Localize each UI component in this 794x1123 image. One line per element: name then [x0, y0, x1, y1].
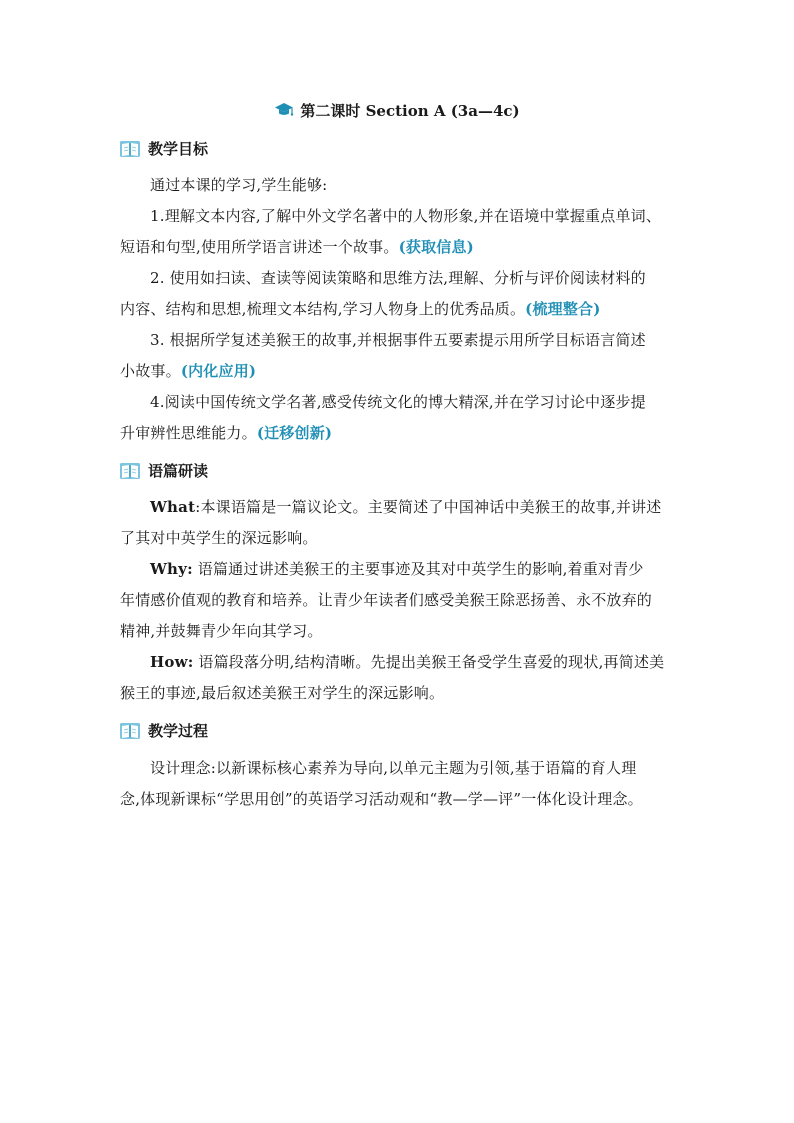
process-line-2: 念,体现新课标“学思用创”的英语学习活动观和“教—学—评”一体化设计理念。	[120, 790, 643, 808]
section-process-title: 教学过程	[148, 722, 209, 740]
analysis-how-line-2: 猴王的事迹,最后叙述美猴王对学生的深远影响。	[120, 684, 445, 702]
section-analysis-heading	[120, 460, 208, 482]
objective-4-line-2	[120, 422, 332, 444]
objective-3-text: 小故事。	[120, 362, 181, 380]
objective-1-line-1: 1.理解文本内容,了解中外文学名著中的人物形象,并在语境中掌握重点单词、	[150, 207, 662, 225]
graduation-cap-icon	[274, 102, 294, 118]
open-book-icon	[120, 722, 140, 740]
how-label: How:	[150, 653, 194, 671]
objectives-intro: 通过本课的学习,学生能够:	[150, 176, 328, 194]
objective-3-line-1: 3. 根据所学复述美猴王的故事,并根据事件五要素提示用所学目标语言简述	[150, 331, 646, 349]
objective-1-line-2	[120, 236, 474, 258]
section-analysis-title: 语篇研读	[148, 462, 209, 480]
objective-1-text: 短语和句型,使用所学语言讲述一个故事。	[120, 238, 399, 256]
objective-2-line-1: 2. 使用如扫读、查读等阅读策略和思维方法,理解、分析与评价阅读材料的	[150, 269, 646, 287]
what-label: What	[150, 498, 196, 516]
analysis-why-line-3: 精神,并鼓舞青少年向其学习。	[120, 622, 323, 640]
why-label: Why:	[150, 560, 193, 578]
section-process-heading	[120, 720, 208, 742]
analysis-how-line-1	[150, 651, 664, 673]
analysis-why-line-2: 年情感价值观的教育和培养。让青少年读者们感受美猴王除恶扬善、永不放弃的	[120, 591, 653, 609]
objective-3-tag: (内化应用)	[180, 362, 257, 380]
how-text: 语篇段落分明,结构清晰。先提出美猴王备受学生喜爱的现状,再简述美	[193, 653, 665, 671]
what-text: :本课语篇是一篇议论文。主要简述了中国神话中美猴王的故事,并讲述	[195, 498, 662, 516]
objective-4-line-1: 4.阅读中国传统文学名著,感受传统文化的博大精深,并在学习讨论中逐步提	[150, 393, 646, 411]
analysis-what-line-2: 了其对中英学生的深远影响。	[120, 529, 318, 547]
analysis-what-line-1	[150, 496, 661, 518]
open-book-icon	[120, 462, 140, 480]
objective-2-text: 内容、结构和思想,梳理文本结构,学习人物身上的优秀品质。	[120, 300, 526, 318]
objective-2-line-2	[120, 298, 601, 320]
objective-4-text: 升审辨性思维能力。	[120, 424, 257, 442]
section-objectives-heading	[120, 138, 208, 160]
objective-1-tag: (获取信息)	[398, 238, 474, 256]
process-line-1: 设计理念:以新课标核心素养为导向,以单元主题为引领,基于语篇的育人理	[150, 759, 637, 777]
lesson-title	[0, 100, 794, 122]
lesson-title-text: 第二课时 Section A (3a—4c)	[300, 102, 520, 120]
objective-3-line-2	[120, 360, 256, 382]
objective-2-tag: (梳理整合)	[525, 300, 601, 318]
objective-4-tag: (迁移创新)	[256, 424, 333, 442]
open-book-icon	[120, 140, 140, 158]
why-text: 语篇通过讲述美猴王的主要事迹及其对中英学生的影响,着重对青少	[192, 560, 644, 578]
analysis-why-line-1	[150, 558, 644, 580]
section-objectives-title: 教学目标	[148, 140, 209, 158]
